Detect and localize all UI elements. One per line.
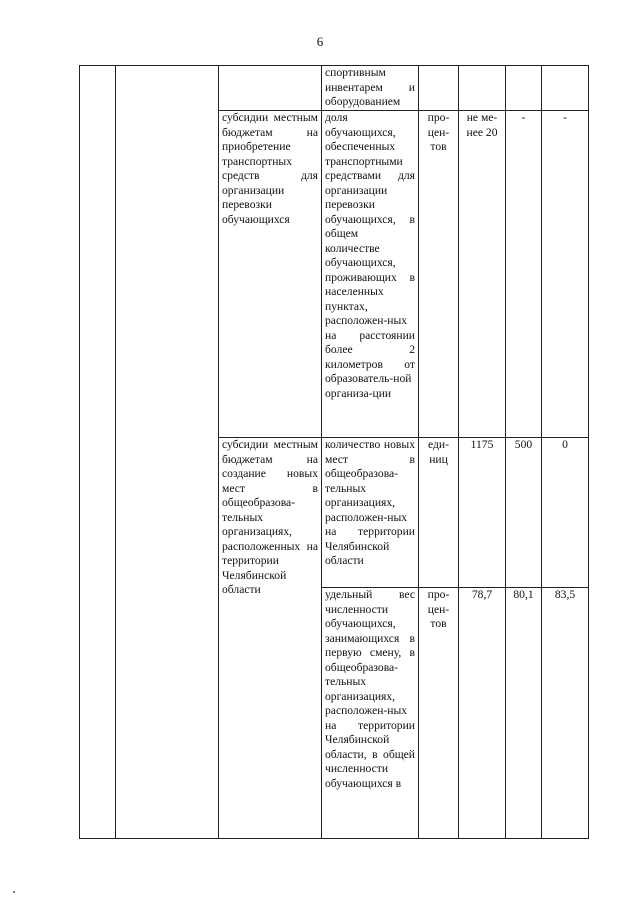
value-cell-1: 1175: [459, 438, 506, 588]
indicator-cell: спортивным инвентарем и оборудованием: [322, 66, 419, 111]
unit-cell: про-цен-тов: [419, 111, 459, 438]
subsidy-cell: субсидии местным бюджетам на создание новых мест в общеобразова-тельных организациях, расположенных на территории Челябинской области: [219, 438, 322, 839]
value-cell-3: [542, 66, 589, 111]
subsidy-cell: [219, 66, 322, 111]
value-cell-3: 83,5: [542, 588, 589, 839]
indicators-table: [79, 65, 589, 839]
value-cell-2: 500: [506, 438, 542, 588]
indicator-cell: количество новых мест в общеобразова-тельных организациях, расположен-ных на территории Челябинской области: [322, 438, 419, 588]
value-cell-2: 80,1: [506, 588, 542, 839]
value-cell-2: [506, 66, 542, 111]
value-cell-3: 0: [542, 438, 589, 588]
value-cell-1: [459, 66, 506, 111]
value-cell-2: -: [506, 111, 542, 438]
unit-cell: [419, 66, 459, 111]
value-cell-1: 78,7: [459, 588, 506, 839]
unit-cell: про-цен-тов: [419, 588, 459, 839]
empty-cell: [116, 66, 219, 839]
table-row: [80, 66, 589, 111]
scan-dot: [13, 891, 15, 893]
empty-cell: [80, 66, 116, 839]
subsidy-cell: субсидии местным бюджетам на приобретение транспортных средств для организации перевозки обучающихся: [219, 111, 322, 438]
indicator-cell: удельный вес численности обучающихся, занимающихся в первую смену, в общеобразова-тельных организациях, расположен-ных на территории Челябинской области, в общей численности обучающихся в: [322, 588, 419, 839]
value-cell-3: -: [542, 111, 589, 438]
unit-cell: еди-ниц: [419, 438, 459, 588]
value-cell-1: не ме-нее 20: [459, 111, 506, 438]
indicator-cell: доля обучающихся, обеспеченных транспортными средствами для организации перевозки обучающихся, в общем количестве обучающихся, проживающих в населенных пунктах, расположен-ных на расстоянии более 2 километров от образователь-ной организа-ции: [322, 111, 419, 438]
page-number: 6: [316, 34, 324, 49]
